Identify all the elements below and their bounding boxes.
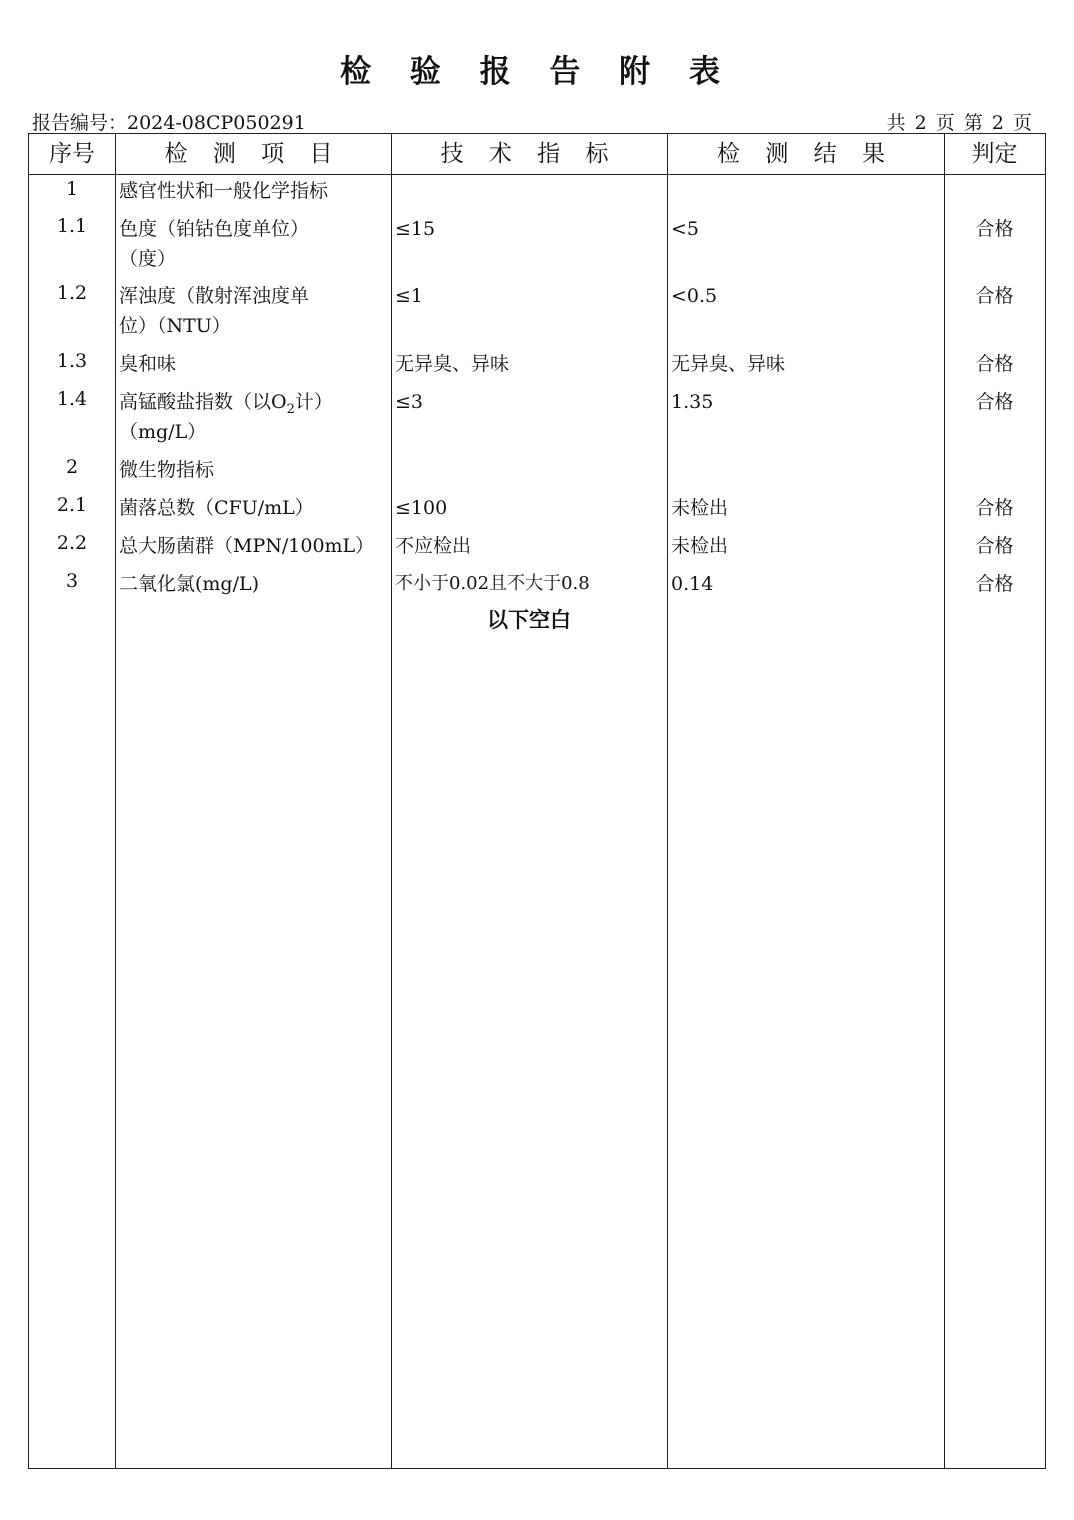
row-no: 2.1 bbox=[56, 494, 88, 516]
row-no: 1.1 bbox=[56, 215, 88, 237]
row-spec: ≤15 bbox=[395, 218, 436, 240]
row-verdict: 合格 bbox=[975, 573, 1014, 595]
report-title: 检 验 报 告 附 表 bbox=[340, 54, 734, 90]
report-number: 报告编号：2024-08CP050291 bbox=[32, 112, 306, 134]
results-table bbox=[28, 133, 1046, 1469]
row-result: 未检出 bbox=[671, 497, 729, 519]
row-spec: ≤100 bbox=[395, 497, 448, 519]
row-result: 未检出 bbox=[671, 535, 729, 557]
row-item: 浑浊度（散射浑浊度单 bbox=[119, 285, 310, 307]
row-no: 2.2 bbox=[56, 532, 88, 554]
column-divider bbox=[115, 134, 116, 1468]
row-item: 微生物指标 bbox=[119, 459, 215, 481]
row-no: 3 bbox=[65, 570, 79, 592]
row-verdict: 合格 bbox=[975, 497, 1014, 519]
header-item: 检 测 项 目 bbox=[164, 141, 342, 167]
row-item: 二氧化氯(mg/L) bbox=[119, 573, 260, 595]
row-item-text: 高锰酸盐指数（以O bbox=[119, 391, 287, 413]
header-spec: 技 术 指 标 bbox=[440, 141, 618, 167]
header-divider bbox=[29, 174, 1045, 175]
column-divider bbox=[391, 134, 392, 1468]
blank-below-note: 以下空白 bbox=[487, 608, 571, 632]
row-result: 1.35 bbox=[671, 391, 714, 413]
row-result: <5 bbox=[671, 218, 700, 240]
row-result: 0.14 bbox=[671, 573, 714, 595]
row-no: 2 bbox=[65, 456, 79, 478]
row-item: 感官性状和一般化学指标 bbox=[119, 180, 329, 202]
header-result: 检 测 结 果 bbox=[717, 141, 894, 167]
row-no: 1.2 bbox=[56, 282, 88, 304]
row-item-tail: 计） bbox=[294, 391, 333, 413]
row-spec: ≤3 bbox=[395, 391, 424, 413]
row-result: <0.5 bbox=[671, 285, 718, 307]
column-divider bbox=[667, 134, 668, 1468]
row-verdict: 合格 bbox=[975, 218, 1014, 240]
row-spec: 不应检出 bbox=[395, 535, 472, 557]
header-verdict: 判定 bbox=[971, 141, 1018, 167]
row-no: 1.3 bbox=[56, 350, 88, 372]
page-info: 共 2 页 第 2 页 bbox=[886, 112, 1032, 134]
column-divider bbox=[944, 134, 945, 1468]
row-no: 1 bbox=[65, 178, 79, 200]
row-verdict: 合格 bbox=[975, 353, 1014, 375]
row-verdict: 合格 bbox=[975, 285, 1014, 307]
row-item: 菌落总数（CFU/mL） bbox=[119, 497, 314, 519]
row-item-cont: （度） bbox=[119, 248, 177, 270]
row-spec: 不小于0.02且不大于0.8 bbox=[395, 573, 590, 594]
row-verdict: 合格 bbox=[975, 391, 1014, 413]
row-spec: ≤1 bbox=[395, 285, 424, 307]
row-item: 臭和味 bbox=[119, 353, 177, 375]
row-spec: 无异臭、异味 bbox=[395, 353, 510, 375]
row-verdict: 合格 bbox=[975, 535, 1014, 557]
row-item-cont: （mg/L） bbox=[119, 421, 207, 443]
header-no: 序号 bbox=[49, 141, 95, 167]
row-item: 色度（铂钴色度单位） bbox=[119, 218, 310, 240]
row-item: 总大肠菌群（MPN/100mL） bbox=[119, 535, 375, 557]
row-item-cont: 位）（NTU） bbox=[119, 315, 231, 337]
row-item-subscript: 2 bbox=[286, 401, 295, 417]
row-no: 1.4 bbox=[56, 388, 88, 410]
row-result: 无异臭、异味 bbox=[671, 353, 786, 375]
